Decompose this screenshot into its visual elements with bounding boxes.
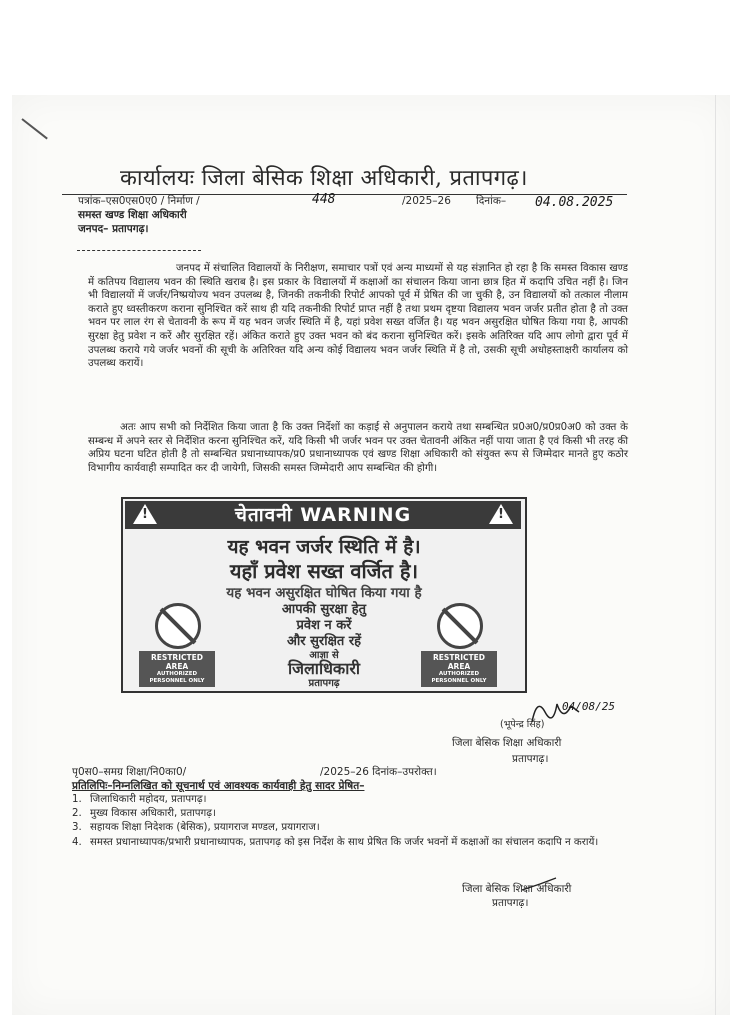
warning-line-1: यह भवन जर्जर स्थिति में है। [227,536,421,558]
ref-year: /2025–26 [402,195,451,207]
warning-triangle-icon [489,504,513,524]
date-value: 04.08.2025 [535,195,614,210]
warning-mid-3: और सुरक्षित रहें [286,634,362,649]
list-item-text: मुख्य विकास अधिकारी, प्रतापगढ़। [90,808,216,820]
restricted-area-label-right [421,651,497,687]
date-label: दिनांक– [476,195,507,207]
warning-mid-4: आज्ञा से [309,650,339,661]
bottom-designation: जिला बेसिक शिक्षा अधिकारी [462,883,572,895]
ref-label: पत्रांक–एस0एस0ए0 / निर्माण / [78,195,200,207]
bottom-place: प्रतापगढ़। [492,897,529,909]
warning-mid-1: आपकी सुरक्षा हेतु [281,602,367,617]
warning-sign-header [125,501,521,529]
list-item-number: 4. [72,836,82,848]
no-entry-icon [155,603,201,649]
addressee-line2: जनपद– प्रतापगढ़। [78,223,149,235]
ra-title-left: RESTRICTED AREA [151,653,203,671]
ra-title-right: RESTRICTED AREA [433,653,485,671]
list-item-number: 3. [72,822,82,834]
signatory-place: प्रतापगढ़। [512,753,549,765]
copy-list [72,793,642,850]
copy-ref-line-2: /2025–26 दिनांक–उपरोक्त। [320,766,437,778]
copy-heading: प्रतिलिपिः–निम्नलिखित को सूचनार्थ एवं आवश्यक कार्यवाही हेतु सादर प्रेषित– [72,780,365,792]
body-paragraph-2-text: अतः आप सभी को निर्देशित किया जाता है कि उक्त निर्देशों का कड़ाई से अनुपालन कराये तथा सम्बन्धित प्र0अ0/प्र0प्र0अ0 को उक्त के सम्बन्ध में अपने स्तर से निर्देशित करना सुनिश्चित करें, यदि किसी भी जर्जर भवन पर उक्त चेतावनी अंकित नहीं पाया जाता है एवं किसी भी तरह की अप्रिय घटना घटित होती है तो सम्बन्धित प्रधानाध्यापक/प्र0 प्रधानाध्यापक एवं खण्ड शिक्षा अधिकारी को संयुक्त रूप से जिम्मेदार मानते हुए कठोर विभागीय कार्यवाही सम्पादित कर दी जायेगी, जिसकी समस्त जिम्मेदारी आप सम्बन्धित की होगी। [88,422,628,474]
office-title: कार्यालयः जिला बेसिक शिक्षा अधिकारी, प्रतापगढ़। [120,166,528,191]
list-item-number: 2. [72,808,82,820]
ra-sub-left: AUTHORIZED PERSONNEL ONLY [149,671,205,684]
signatory-designation: जिला बेसिक शिक्षा अधिकारी [452,737,562,749]
warning-line-2: यहाँ प्रवेश सख्त वर्जित है। [229,559,419,583]
list-item-number: 1. [72,794,82,805]
ref-number: 448 [312,192,336,207]
ra-sub-right: AUTHORIZED PERSONNEL ONLY [431,671,487,684]
warning-line-3: यह भवन असुरक्षित घोषित किया गया है [226,585,422,601]
no-entry-icon [437,603,483,649]
warning-mid-2: प्रवेश न करें [296,618,352,633]
list-item [72,836,642,850]
bottom-signature [462,882,571,910]
addressee-line1: समस्त खण्ड शिक्षा अधिकारी [78,209,187,221]
list-item-text: समस्त प्रधानाध्यापक/प्रभारी प्रधानाध्यापक, प्रतापगढ़ को इस निर्देश के साथ प्रेषित कि जर्जर भवनों में कक्षाओं का संचालन कदापि न करायें। [90,836,599,848]
page-edge [715,95,716,1015]
body-paragraph-1-text: जनपद में संचालित विद्यालयों के निरीक्षण, समाचार पत्रों एवं अन्य माध्यमों से यह संज्ञानित हो रहा है कि समस्त विकास खण्ड में कतिपय विद्यालय भवन की स्थिति खराब है। इस प्रकार के विद्यालयों में कक्षाओं का संचालन किया जाना छात्र हित में कदापि उचित नहीं है। जिन भी विद्यालयों में जर्जर/निष्प्रयोज्य भवन उपलब्ध है, जिनकी तकनीकी रिपोर्ट आपको पूर्व में प्रेषित की जा चुकी है, उन विद्यालयों को तत्काल नीलाम कराते हुए ध्वस्तीकरण कराना सुनिश्चित करें साथ ही यदि तकनीकी रिपोर्ट प्राप्त नहीं है तथा प्रथम दृष्टया विद्यालय भवन जर्जर प्रतीत होता है तो उक्त भवन पर लाल रंग से चेतावनी के रूप में यह भवन जर्जर स्थिति में है, यहां प्रवेश सख्त वर्जित है। यह भवन असुरक्षित घोषित किया गया है, आपकी सुरक्षा हेतु प्रवेश न करें और सुरक्षित रहें। अंकित कराते हुए उक्त भवन को बंद कराना सुनिश्चित करें। इसके अतिरिक्त यदि आप लोगो द्वारा पूर्व में उपलब्ध कराये गये जर्जर भवनों की सूची के अतिरिक्त यदि अन्य कोई विद्यालय भवन जर्जर स्थिति में है तो, उसकी सूची अधोहस्ताक्षरी कार्यालय को उपलब्ध करायें। [88,263,628,370]
warning-sign [121,497,527,693]
warning-mid-6: प्रतापगढ़ [308,678,340,689]
body-paragraph-1 [88,262,628,371]
warning-triangle-icon [133,504,157,524]
warning-mid-5: जिलाधिकारी [287,659,361,678]
restricted-area-left [137,599,217,685]
separator-dash [77,250,201,251]
list-item-text: जिलाधिकारी महोदय, प्रतापगढ़। [90,794,207,805]
list-item [72,793,642,807]
list-item [72,821,642,835]
restricted-area-right [419,599,499,685]
list-item-text: सहायक शिक्षा निदेशक (बेसिक), प्रयागराज मण्डल, प्रयागराज। [90,822,320,834]
warning-header-text: चेतावनी WARNING [234,504,412,526]
list-item [72,807,642,821]
signatory-name: (भूपेन्द्र सिंह) [500,719,545,730]
body-paragraph-2 [88,421,628,475]
restricted-area-label-left [139,651,215,687]
copy-ref-line: पृ0स0–समग्र शिक्षा/नि0का0/ [72,766,187,778]
signature-date: 04/08/25 [562,700,615,713]
